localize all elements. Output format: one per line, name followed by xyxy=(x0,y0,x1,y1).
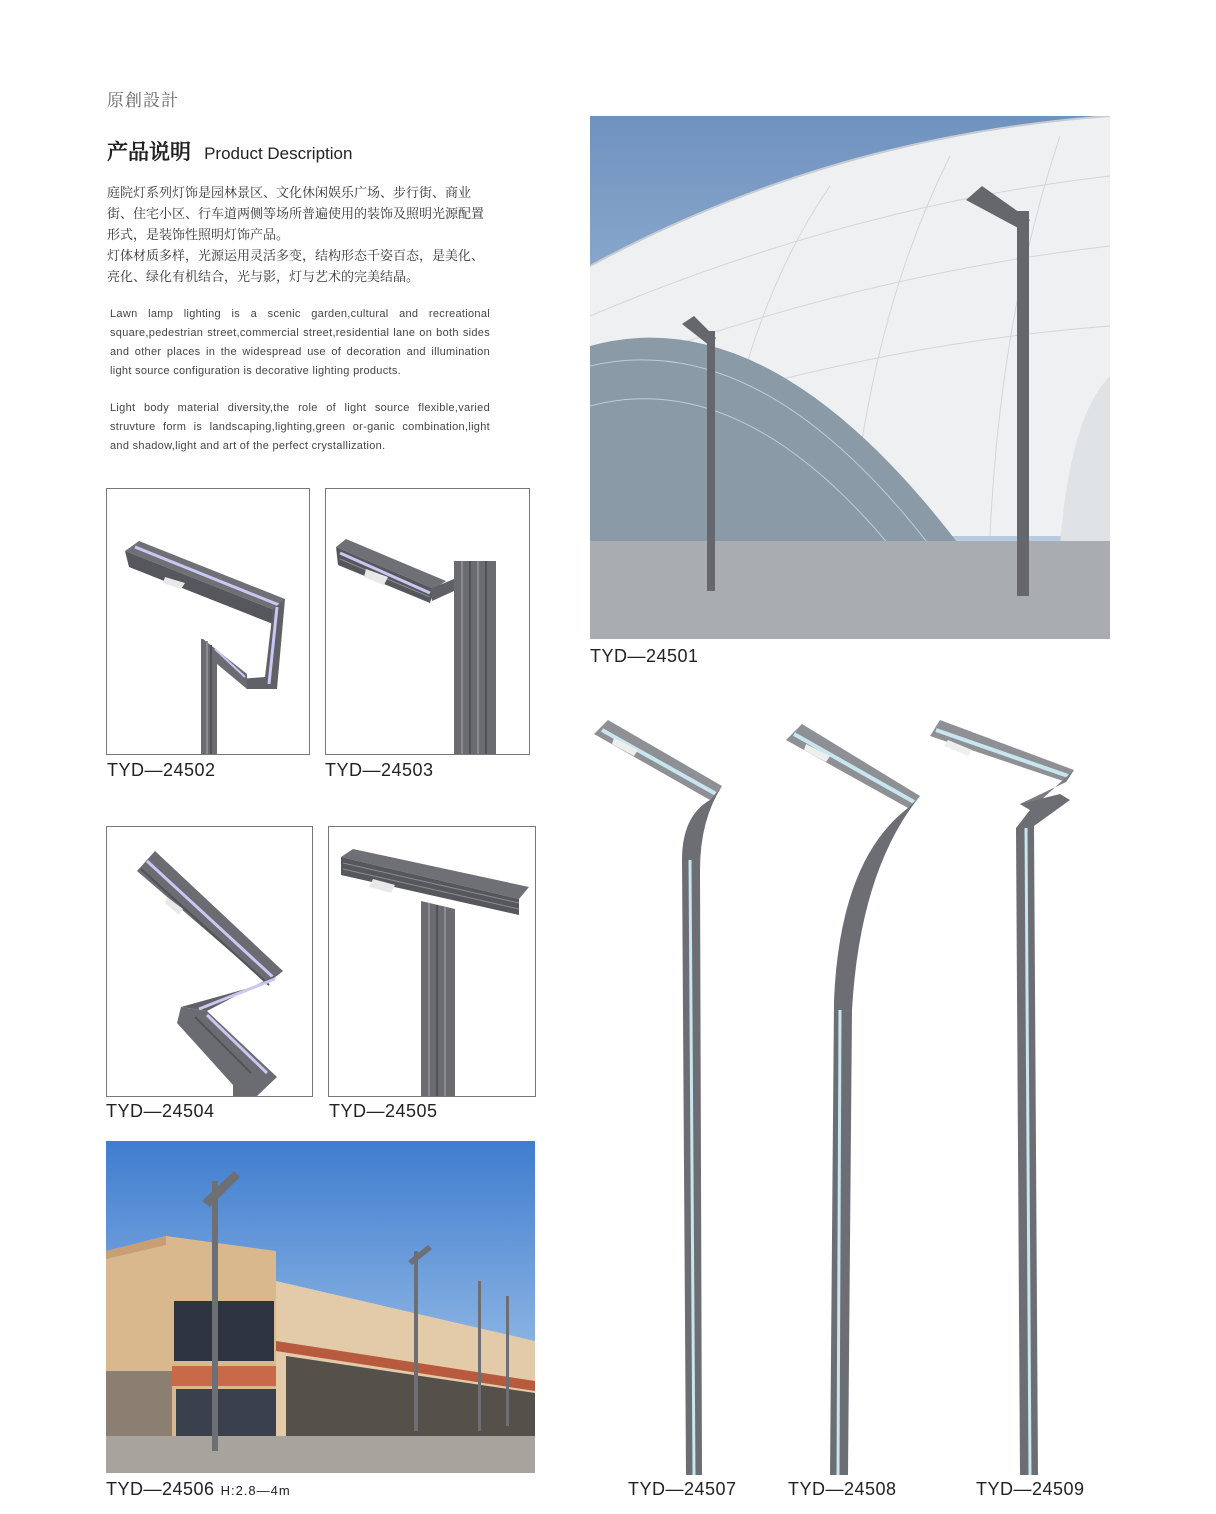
heading-cn: 产品说明 xyxy=(107,140,191,164)
product-image-24502 xyxy=(106,488,310,755)
product-label-24506 xyxy=(106,1479,291,1500)
lamp-24508 xyxy=(786,724,920,1475)
description-en-2: Light body material diversity,the role of light source flexible,varied struvture form is landscaping,lighting,green or-ganic combination,light and shadow,light and art of the perfect crystallization. xyxy=(110,402,490,452)
product-label-24503: TYD—24503 xyxy=(325,760,434,780)
description-cn-2: 灯体材质多样，光源运用灵活多变，结构形态千姿百态，是美化、亮化、绿化有机结合，光与影，灯与艺术的完美结晶。 xyxy=(107,249,485,285)
tall-lamps-group xyxy=(590,700,1110,1480)
tall-lamps-drawing xyxy=(590,700,1110,1480)
product-photo-24501 xyxy=(590,116,1110,639)
product-photo-24506 xyxy=(106,1141,535,1473)
heading-en: Product Description xyxy=(204,144,353,163)
description-cn-1: 庭院灯系列灯饰是园林景区、文化休闲娱乐广场、步行街、商业街、住宅小区、行车道两侧等场所普遍使用的装饰及照明光源配置形式，是装饰性照明灯饰产品。 xyxy=(107,186,485,243)
product-label-24502: TYD—24502 xyxy=(107,760,216,780)
product-image-24503 xyxy=(325,488,530,755)
lamp-24504-drawing xyxy=(107,827,312,1096)
product-height-24506: H:2.8—4m xyxy=(220,1483,291,1498)
lamp-24503-drawing xyxy=(326,489,529,754)
product-label-24508: TYD—24508 xyxy=(788,1479,897,1499)
product-label-24504: TYD—24504 xyxy=(106,1101,215,1121)
lamp-24507 xyxy=(594,720,722,1475)
product-label-24501: TYD—24501 xyxy=(590,646,699,666)
product-image-24504 xyxy=(106,826,313,1097)
product-label-24509: TYD—24509 xyxy=(976,1479,1085,1499)
product-label-24507: TYD—24507 xyxy=(628,1479,737,1499)
product-image-24505 xyxy=(328,826,536,1097)
lamp-24505-drawing xyxy=(329,827,535,1096)
lamp-24509 xyxy=(930,720,1074,1475)
description-en-1: Lawn lamp lighting is a scenic garden,cultural and recreational square,pedestrian street,commercial street,residential lane on both sides and other places in the widespread use of decoration and illumination light source configuration is decorative lighting products. xyxy=(110,308,490,377)
building-scene-24501 xyxy=(590,116,1110,639)
product-code-24506: TYD—24506 xyxy=(106,1479,215,1499)
lamp-24502-drawing xyxy=(107,489,309,754)
brand-label: 原創設計 xyxy=(107,91,179,111)
section-heading xyxy=(107,136,352,166)
product-label-24505: TYD—24505 xyxy=(329,1101,438,1121)
street-scene-24506 xyxy=(106,1141,535,1473)
